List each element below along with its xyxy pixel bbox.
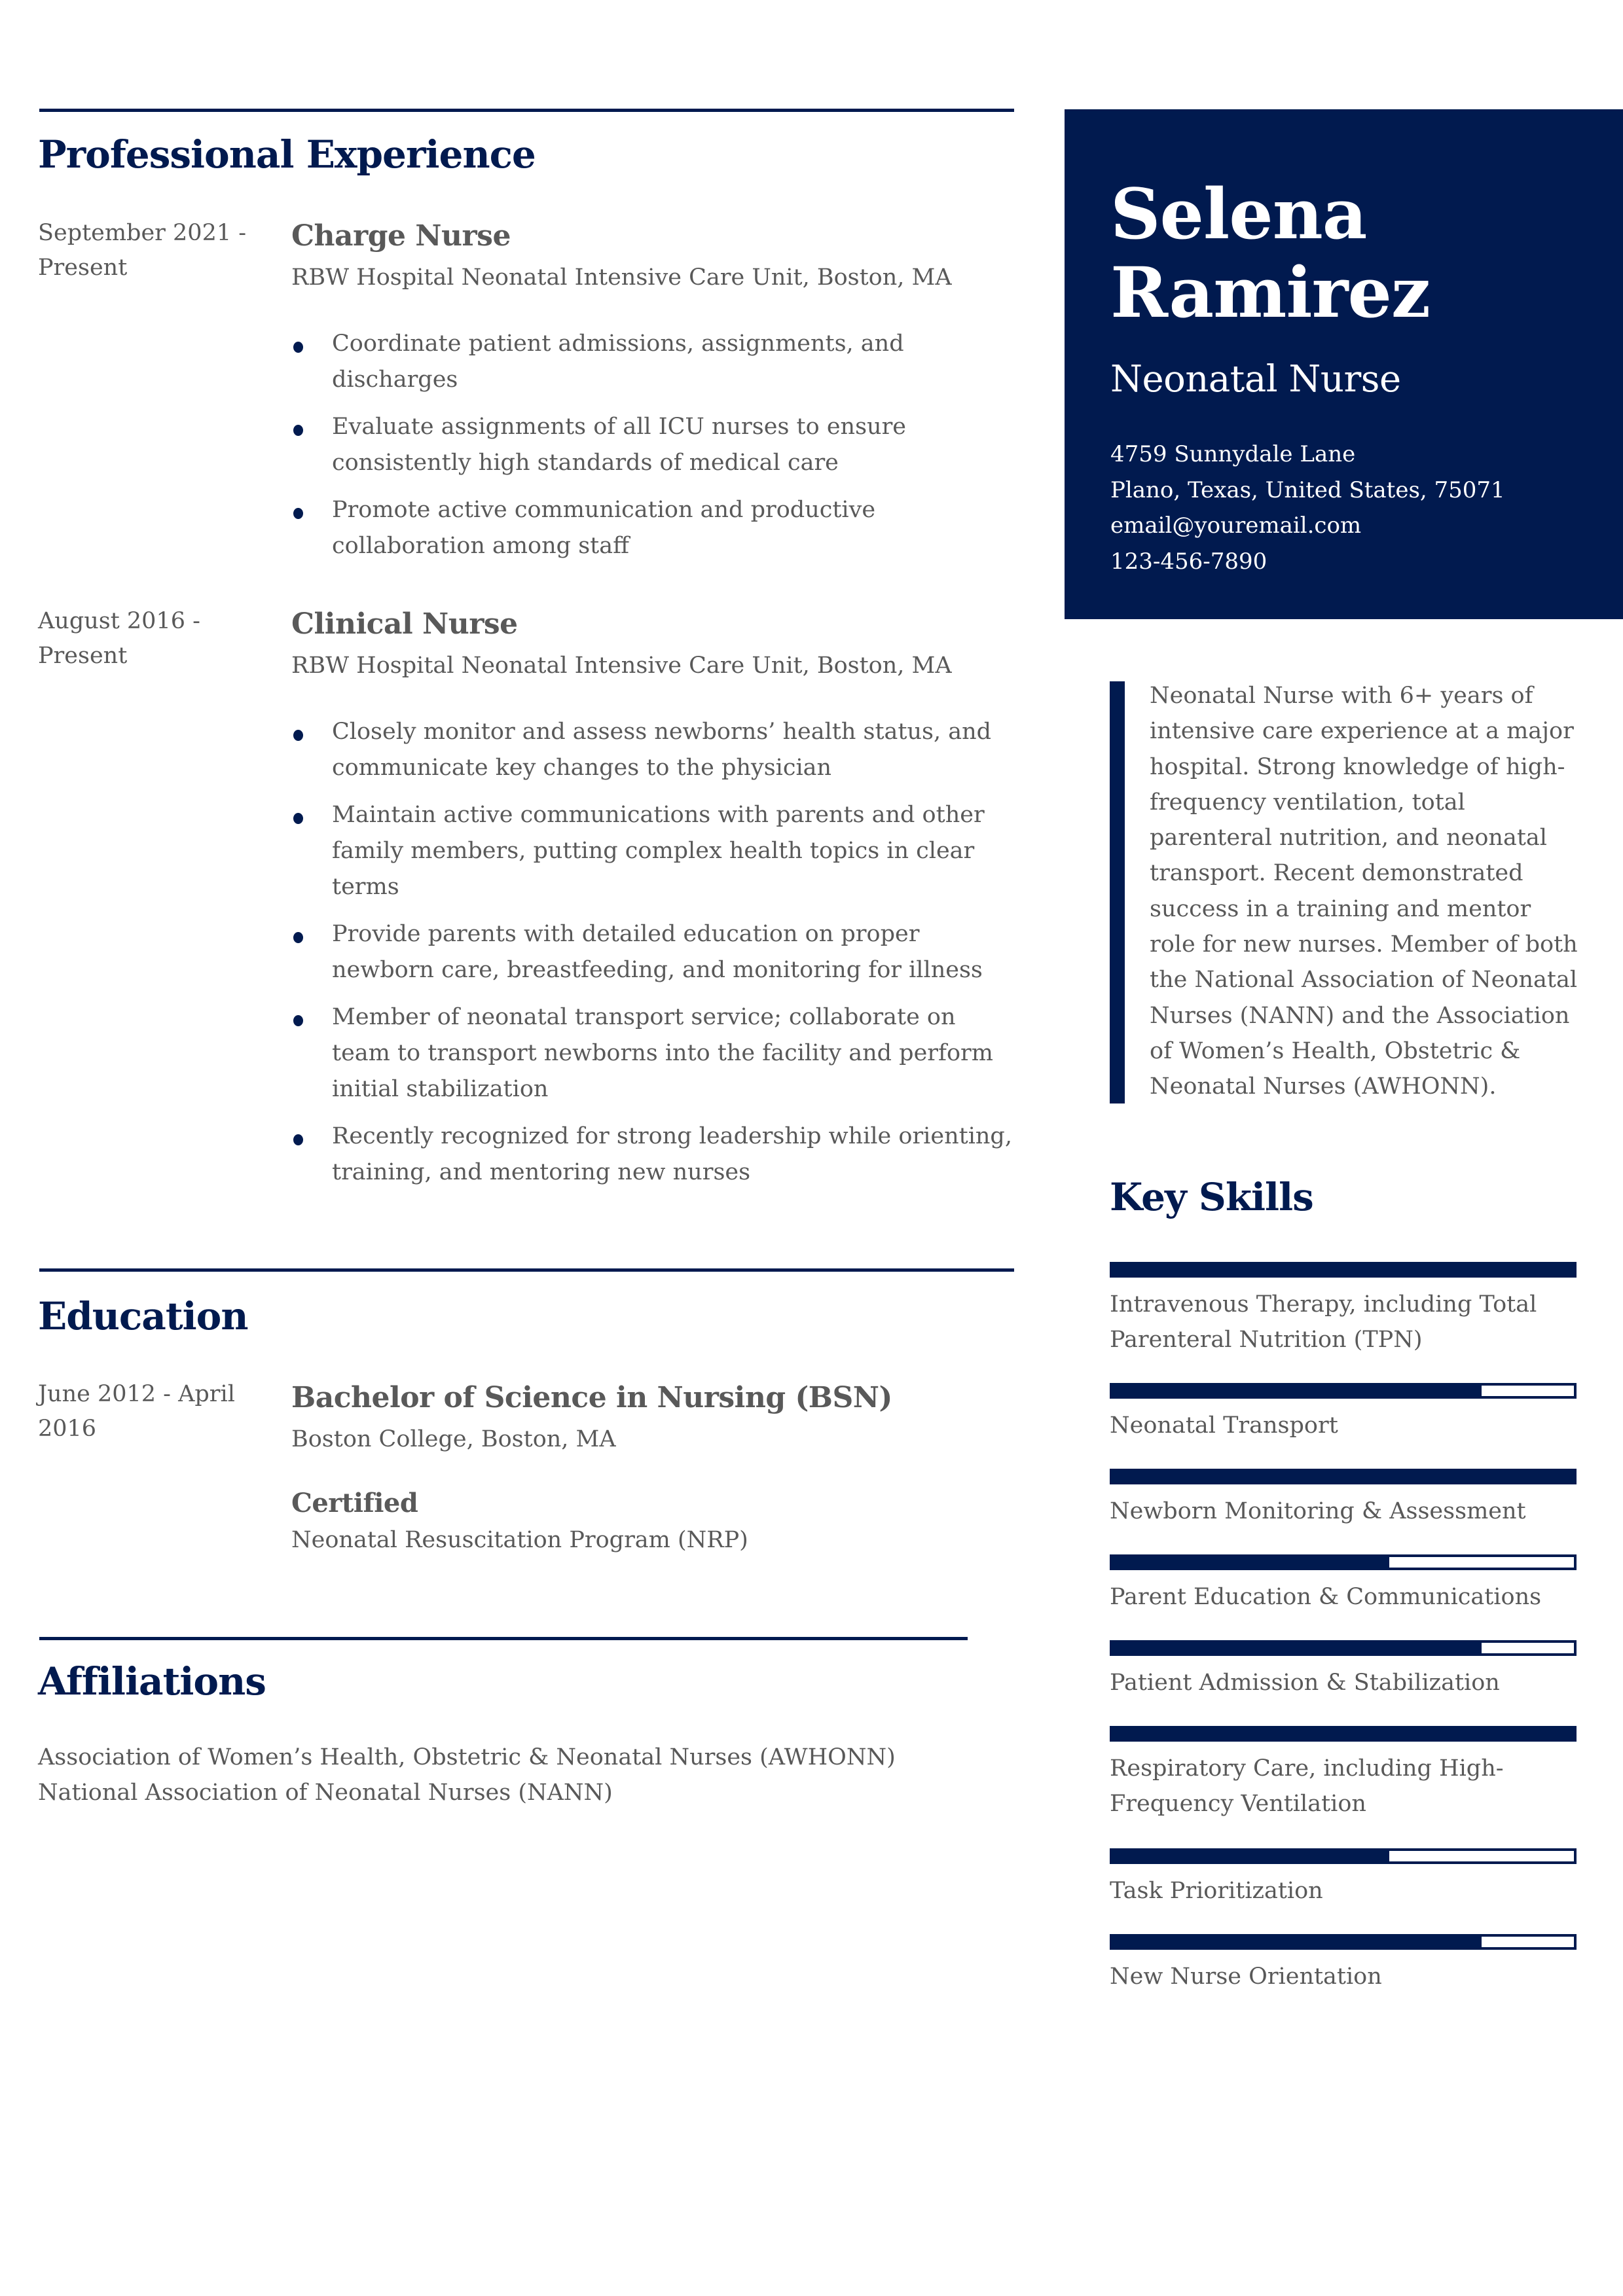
skill-level-bar [1110, 1640, 1577, 1656]
job-date [38, 604, 274, 673]
address-city: Plano, Texas, United States, 75071 [1110, 476, 1505, 503]
skill-item [1110, 1934, 1577, 1994]
skill-label: New Nurse Orientation [1110, 1964, 1382, 1990]
bullet-icon [293, 730, 303, 741]
skill-item [1110, 1469, 1577, 1529]
skill-level-fill [1112, 1386, 1482, 1396]
skill-label: Parent Education & Communications [1110, 1584, 1542, 1610]
list-item: Evaluate assignments of all ICU nurses to ensure consistently high standards of medical care [291, 409, 1015, 481]
skill-level-bar [1110, 1262, 1577, 1278]
first-name: Selena [1110, 173, 1367, 255]
list-item: Recently recognized for strong leadership while orienting, training, and mentoring new nurses [291, 1119, 1015, 1191]
job-organization: RBW Hospital Neonatal Intensive Care Unit, Boston, MA [291, 653, 952, 679]
skill-item [1110, 1383, 1577, 1443]
skill-label: Newborn Monitoring & Assessment [1110, 1498, 1526, 1524]
education-date-start: June 2012 - April [38, 1381, 235, 1407]
job-date-start: August 2016 - [38, 608, 200, 634]
skill-level-fill [1112, 1471, 1574, 1482]
job-bullets [291, 326, 1015, 575]
skill-level-fill [1112, 1729, 1574, 1739]
bullet-icon [293, 508, 303, 519]
job-organization: RBW Hospital Neonatal Intensive Care Unit, Boston, MA [291, 264, 952, 291]
skill-level-fill [1112, 1557, 1389, 1568]
skill-item [1110, 1726, 1577, 1821]
education-date [38, 1377, 274, 1446]
bullet-icon [293, 932, 303, 943]
list-item: Provide parents with detailed education on proper newborn care, breastfeeding, and monitoring for illness [291, 916, 1015, 988]
skill-level-bar [1110, 1726, 1577, 1742]
contact-info [1110, 437, 1505, 579]
affiliation-item: National Association of Neonatal Nurses (NANN) [38, 1780, 613, 1806]
skill-label: Respiratory Care, including High-Frequency Ventilation [1110, 1755, 1504, 1817]
candidate-name [1110, 175, 1430, 332]
bullet-icon [293, 813, 303, 824]
list-item: Promote active communication and productive collaboration among staff [291, 492, 1015, 564]
bullet-icon [293, 342, 303, 353]
skill-level-bar [1110, 1848, 1577, 1864]
bullet-icon [293, 1134, 303, 1145]
skill-level-bar [1110, 1383, 1577, 1399]
skill-item [1110, 1640, 1577, 1700]
list-item: Closely monitor and assess newborns’ health status, and communicate key changes to the physician [291, 714, 1015, 786]
job-title: Clinical Nurse [291, 607, 518, 641]
affiliation-item: Association of Women’s Health, Obstetric & Neonatal Nurses (AWHONN) [38, 1744, 896, 1770]
skill-label: Intravenous Therapy, including Total Parenteral Nutrition (TPN) [1110, 1291, 1537, 1353]
skill-level-bar [1110, 1554, 1577, 1570]
skill-item [1110, 1848, 1577, 1909]
profile-summary: Neonatal Nurse with 6+ years of intensive care experience at a major hospital. Strong knowledge of high-frequency ventilation, total parenteral nutrition, and neonatal transport. Recent demonstrated success in a training and mentor role for new nurses. Member of both the National Association of Neonatal Nurses (NANN) and the Association of Women’s Health, Obstetric & Neonatal Nurses (AWHONN). [1150, 683, 1578, 1100]
skill-label: Neonatal Transport [1110, 1412, 1338, 1439]
email-link[interactable]: email@youremail.com [1110, 512, 1362, 539]
header-panel [1065, 109, 1623, 619]
address-street: 4759 Sunnydale Lane [1110, 441, 1356, 467]
phone-number: 123-456-7890 [1110, 548, 1267, 575]
job-role: Neonatal Nurse [1110, 358, 1401, 401]
skills-heading: Key Skills [1110, 1175, 1313, 1219]
skill-level-bar [1110, 1934, 1577, 1950]
affiliations-list [38, 1740, 896, 1810]
skill-item [1110, 1554, 1577, 1615]
list-item: Maintain active communications with parents and other family members, putting complex health topics in clear terms [291, 797, 1015, 905]
skill-label: Task Prioritization [1110, 1878, 1323, 1904]
experience-divider [39, 109, 1014, 112]
last-name: Ramirez [1110, 251, 1431, 333]
summary-accent-bar [1110, 681, 1125, 1103]
education-divider [39, 1268, 1014, 1272]
list-item: Member of neonatal transport service; collaborate on team to transport newborns into the facility and perform initial stabilization [291, 999, 1015, 1107]
skill-level-fill [1112, 1851, 1389, 1861]
education-heading: Education [38, 1294, 248, 1338]
certification-label: Certified [291, 1488, 418, 1518]
education-date-end: 2016 [38, 1416, 97, 1442]
job-bullets [291, 714, 1015, 1202]
affiliations-divider [39, 1637, 968, 1640]
job-title: Charge Nurse [291, 219, 511, 253]
skill-item [1110, 1262, 1577, 1357]
skill-level-fill [1112, 1265, 1574, 1275]
job-date-end: Present [38, 643, 128, 669]
experience-heading: Professional Experience [38, 132, 536, 177]
skill-level-fill [1112, 1643, 1482, 1653]
affiliations-heading: Affiliations [38, 1659, 266, 1704]
skill-level-bar [1110, 1469, 1577, 1484]
job-date [38, 216, 274, 285]
school-name: Boston College, Boston, MA [291, 1426, 616, 1452]
list-item: Coordinate patient admissions, assignments, and discharges [291, 326, 1015, 398]
bullet-icon [293, 425, 303, 436]
skill-label: Patient Admission & Stabilization [1110, 1670, 1500, 1696]
bullet-icon [293, 1015, 303, 1026]
degree-title: Bachelor of Science in Nursing (BSN) [291, 1381, 892, 1414]
job-date-start: September 2021 - [38, 220, 247, 246]
skill-level-fill [1112, 1937, 1482, 1947]
job-date-end: Present [38, 255, 128, 281]
certification-name: Neonatal Resuscitation Program (NRP) [291, 1527, 748, 1553]
